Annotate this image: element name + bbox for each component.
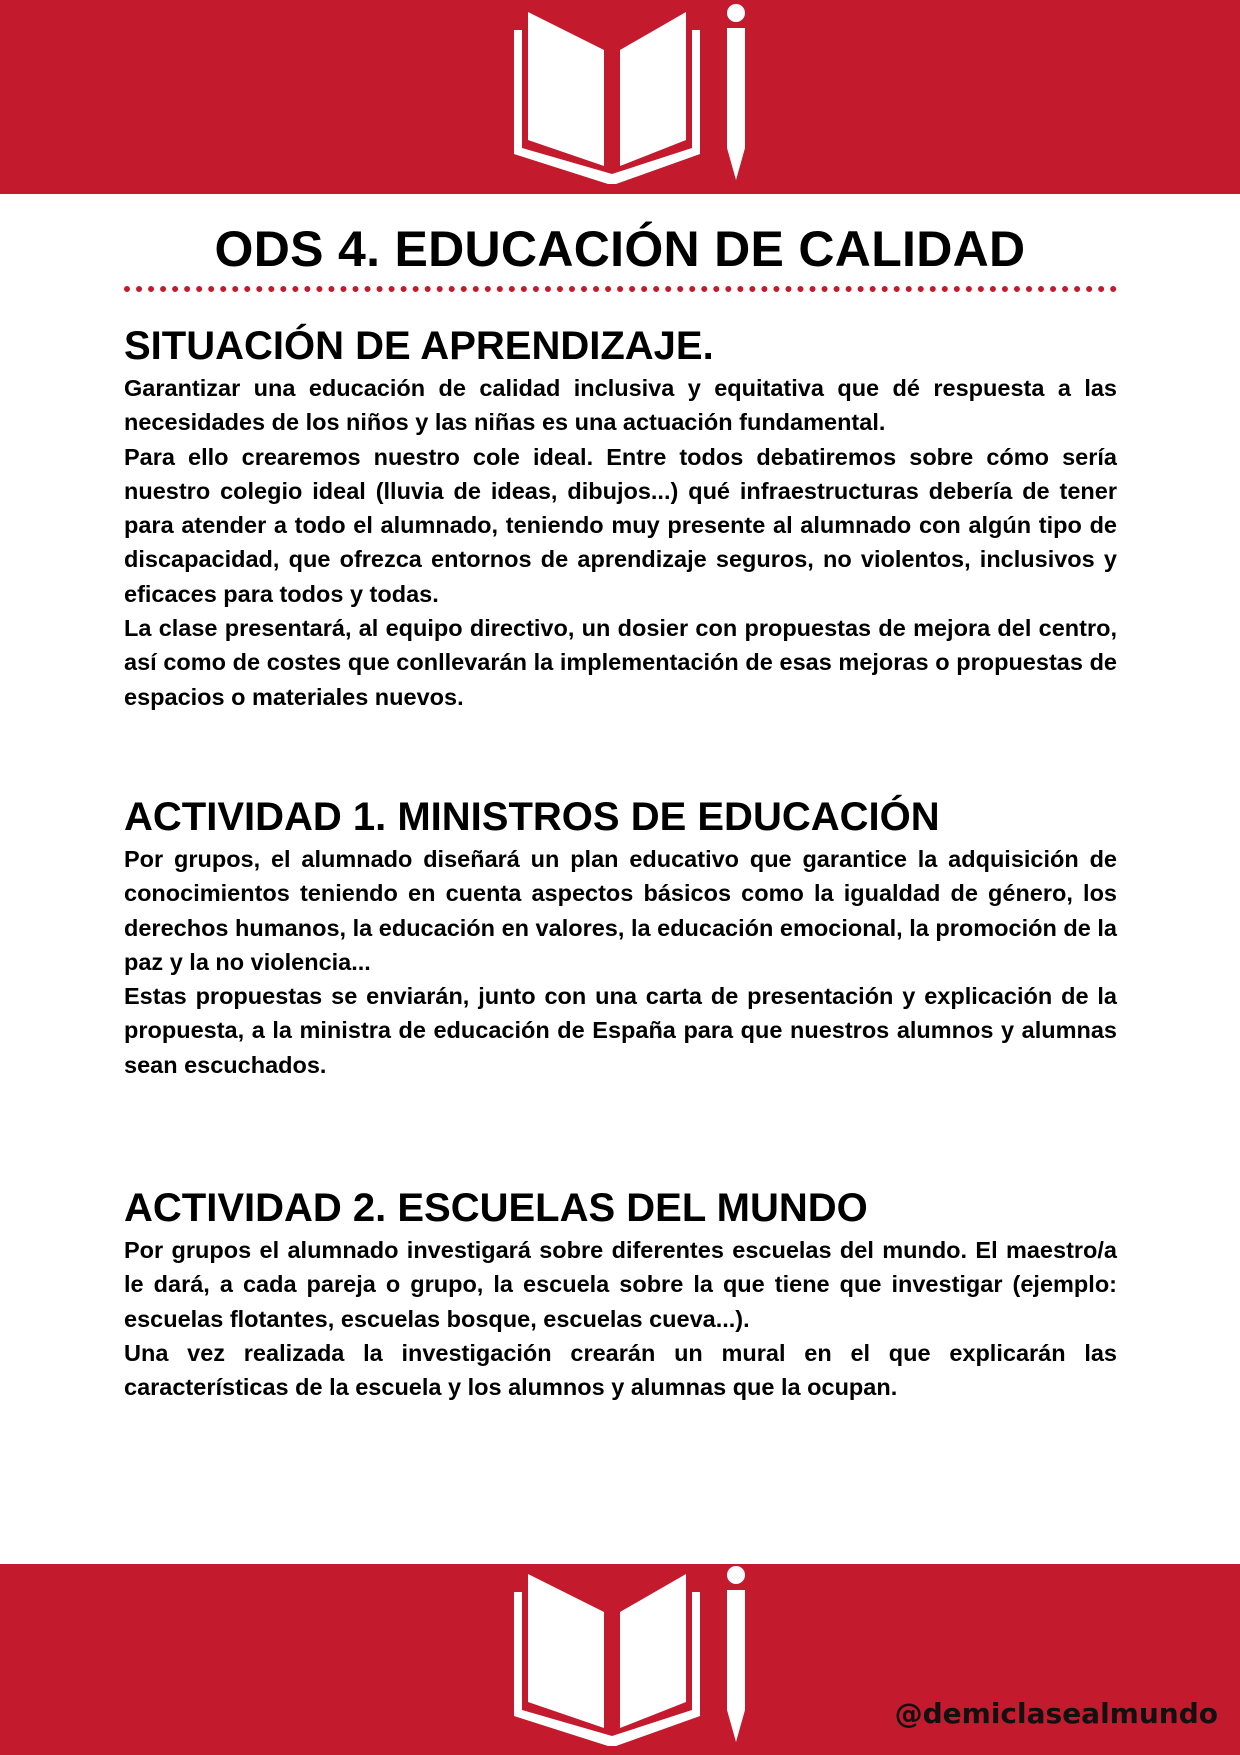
footer-band: [0, 1564, 1240, 1755]
section-learning-situation: [124, 323, 1117, 714]
header-band: [0, 0, 1240, 194]
paragraph: Estas propuestas se enviarán, junto con una carta de presentación y explicación de la propuesta, a la ministra de educación de España para que nuestros alumnos y alumnas sean escuchados.: [124, 983, 1117, 1078]
social-handle: @demiclasealmundo: [894, 1697, 1218, 1730]
paragraph: Garantizar una educación de calidad inclusiva y equitativa que dé respuesta a las necesidades de los niños y las niñas es una actuación fundamental.: [124, 375, 1117, 436]
page-title: ODS 4. EDUCACIÓN DE CALIDAD: [214, 221, 1026, 277]
section-heading: ACTIVIDAD 1. MINISTROS DE EDUCACIÓN: [124, 795, 940, 839]
paragraph: Por grupos, el alumnado diseñará un plan educativo que garantice la adquisición de conocimientos teniendo en cuenta aspectos básicos como la igualdad de género, los derechos humanos, la educación en valores, la educación emocional, la promoción de la paz y la no violencia...: [124, 846, 1117, 975]
section-activity-1: [124, 794, 1117, 1082]
section-heading: ACTIVIDAD 2. ESCUELAS DEL MUNDO: [124, 1186, 868, 1230]
paragraph: La clase presentará, al equipo directivo, un dosier con propuestas de mejora del centro, así como de costes que conllevarán la implementación de esas mejoras o propuestas de espacios o materiales nuevos.: [124, 615, 1117, 710]
section-body: [124, 1233, 1117, 1404]
section-body: [124, 371, 1117, 714]
paragraph: Para ello crearemos nuestro cole ideal. Entre todos debatiremos sobre cómo sería nuestro colegio ideal (lluvia de ideas, dibujos...) qué infraestructuras debería de tener para atender a todo el alumnado, teniendo muy presente al alumnado con algún tipo de discapacidad, que ofrezca entornos de aprendizaje seguros, no violentos, inclusivos y eficaces para todos y todas.: [124, 443, 1117, 607]
paragraph: Una vez realizada la investigación crearán un mural en el que explicarán las características de la escuela y los alumnos y alumnas que la ocupan.: [124, 1339, 1117, 1401]
paragraph: Por grupos el alumnado investigará sobre diferentes escuelas del mundo. El maestro/a le dará, a cada pareja o grupo, la escuela sobre la que tiene que investigar (ejemplo: escuelas flotantes, escuelas bosque, escuelas cueva...).: [124, 1237, 1117, 1332]
dotted-divider: [124, 286, 1117, 292]
book-and-pencil-icon: [512, 2, 752, 187]
section-activity-2: [124, 1185, 1117, 1404]
book-and-pencil-icon: [512, 1564, 752, 1749]
section-heading: SITUACIÓN DE APRENDIZAJE.: [124, 324, 714, 368]
section-body: [124, 842, 1117, 1082]
